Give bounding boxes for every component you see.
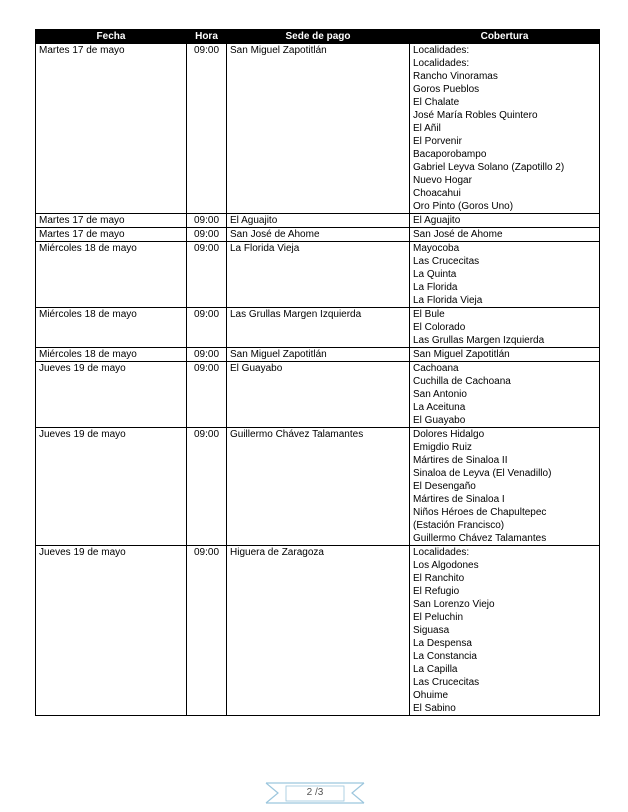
cobertura-item: Sinaloa de Leyva (El Venadillo)	[413, 468, 552, 479]
cell-sede: Las Grullas Margen Izquierda	[227, 308, 410, 348]
cell-fecha: Martes 17 de mayo	[36, 214, 187, 228]
cobertura-item: El Añil	[413, 123, 441, 134]
cobertura-item: La Florida Vieja	[413, 295, 483, 306]
header-fecha: Fecha	[36, 30, 187, 44]
cell-hora: 09:00	[187, 242, 227, 308]
cell-cobertura	[410, 348, 600, 362]
cobertura-item: El Sabino	[413, 703, 456, 714]
cobertura-item: Gabriel Leyva Solano (Zapotillo 2)	[413, 162, 565, 173]
cobertura-item: Localidades:	[413, 58, 470, 69]
cobertura-item: Guillermo Chávez Talamantes	[413, 533, 547, 544]
cell-cobertura	[410, 362, 600, 428]
cell-hora: 09:00	[187, 228, 227, 242]
cobertura-item: El Desengaño	[413, 481, 476, 492]
cell-hora: 09:00	[187, 546, 227, 716]
cobertura-item: Cuchilla de Cachoana	[413, 376, 511, 387]
cell-fecha: Jueves 19 de mayo	[36, 546, 187, 716]
cell-sede: Guillermo Chávez Talamantes	[227, 428, 410, 546]
cobertura-item: San José de Ahome	[413, 229, 503, 240]
page-number: 2 /3	[306, 787, 324, 798]
table-row	[36, 242, 600, 308]
cobertura-item: Las Crucecitas	[413, 256, 480, 267]
cell-fecha: Miércoles 18 de mayo	[36, 242, 187, 308]
table-row	[36, 428, 600, 546]
cobertura-item: La Aceituna	[413, 402, 466, 413]
table-row	[36, 362, 600, 428]
cobertura-item: Las Grullas Margen Izquierda	[413, 335, 545, 346]
cobertura-item: La Capilla	[413, 664, 458, 675]
cobertura-item: (Estación Francisco)	[413, 520, 505, 531]
cell-cobertura	[410, 428, 600, 546]
cell-cobertura	[410, 228, 600, 242]
cobertura-item: San Antonio	[413, 389, 467, 400]
header-sede: Sede de pago	[227, 30, 410, 44]
cobertura-item: Niños Héroes de Chapultepec	[413, 507, 547, 518]
cobertura-item: El Refugio	[413, 586, 460, 597]
cobertura-item: El Guayabo	[413, 415, 466, 426]
cobertura-item: Oro Pinto (Goros Uno)	[413, 201, 514, 212]
cobertura-item: Goros Pueblos	[413, 84, 480, 95]
cell-hora: 09:00	[187, 362, 227, 428]
cobertura-item: Choacahui	[413, 188, 461, 199]
cell-fecha: Miércoles 18 de mayo	[36, 308, 187, 348]
cobertura-item: Emigdio Ruiz	[413, 442, 472, 453]
cobertura-item: Localidades:	[413, 547, 470, 558]
cobertura-item: José María Robles Quintero	[413, 110, 538, 121]
cobertura-item: El Ranchito	[413, 573, 465, 584]
cell-fecha: Martes 17 de mayo	[36, 228, 187, 242]
cell-cobertura	[410, 308, 600, 348]
cobertura-item: Nuevo Hogar	[413, 175, 472, 186]
page-footer	[264, 780, 366, 806]
cobertura-item: El Peluchin	[413, 612, 464, 623]
cell-sede: La Florida Vieja	[227, 242, 410, 308]
payment-schedule-table	[35, 29, 600, 716]
cell-cobertura	[410, 214, 600, 228]
cell-cobertura	[410, 546, 600, 716]
table-row	[36, 308, 600, 348]
cobertura-item: La Despensa	[413, 638, 472, 649]
table-row	[36, 228, 600, 242]
cell-cobertura	[410, 242, 600, 308]
cobertura-item: Localidades:	[413, 45, 470, 56]
cobertura-item: Bacaporobampo	[413, 149, 487, 160]
cell-sede: San Miguel Zapotitlán	[227, 348, 410, 362]
header-cobertura: Cobertura	[410, 30, 600, 44]
cell-fecha: Jueves 19 de mayo	[36, 428, 187, 546]
cobertura-item: El Bule	[413, 309, 445, 320]
cell-hora: 09:00	[187, 428, 227, 546]
cobertura-item: Siguasa	[413, 625, 450, 636]
cobertura-item: El Colorado	[413, 322, 466, 333]
cell-hora: 09:00	[187, 308, 227, 348]
cobertura-item: Los Algodones	[413, 560, 479, 571]
cell-fecha: Jueves 19 de mayo	[36, 362, 187, 428]
cobertura-item: La Florida	[413, 282, 458, 293]
cell-hora: 09:00	[187, 44, 227, 214]
cell-cobertura	[410, 44, 600, 214]
cobertura-item: Las Crucecitas	[413, 677, 480, 688]
cobertura-item: El Porvenir	[413, 136, 462, 147]
cell-sede: San Miguel Zapotitlán	[227, 44, 410, 214]
cobertura-item: El Aguajito	[413, 215, 461, 226]
table-row	[36, 348, 600, 362]
header-hora: Hora	[187, 30, 227, 44]
cell-sede: El Aguajito	[227, 214, 410, 228]
cell-hora: 09:00	[187, 348, 227, 362]
cobertura-item: Ohuime	[413, 690, 449, 701]
cobertura-item: El Chalate	[413, 97, 460, 108]
cell-sede: El Guayabo	[227, 362, 410, 428]
table-header-row	[36, 30, 600, 44]
cobertura-item: La Quinta	[413, 269, 457, 280]
cell-hora: 09:00	[187, 214, 227, 228]
cobertura-item: Mártires de Sinaloa II	[413, 455, 508, 466]
cobertura-item: Cachoana	[413, 363, 459, 374]
cobertura-item: Mayocoba	[413, 243, 460, 254]
table-row	[36, 214, 600, 228]
cobertura-item: San Miguel Zapotitlán	[413, 349, 510, 360]
cell-fecha: Martes 17 de mayo	[36, 44, 187, 214]
cobertura-item: San Lorenzo Viejo	[413, 599, 495, 610]
cell-fecha: Miércoles 18 de mayo	[36, 348, 187, 362]
cobertura-item: Rancho Vinoramas	[413, 71, 498, 82]
table-row	[36, 546, 600, 716]
cobertura-item: Mártires de Sinaloa I	[413, 494, 505, 505]
cell-sede: San José de Ahome	[227, 228, 410, 242]
cobertura-item: La Constancia	[413, 651, 477, 662]
table-row	[36, 44, 600, 214]
cell-sede: Higuera de Zaragoza	[227, 546, 410, 716]
cobertura-item: Dolores Hidalgo	[413, 429, 485, 440]
